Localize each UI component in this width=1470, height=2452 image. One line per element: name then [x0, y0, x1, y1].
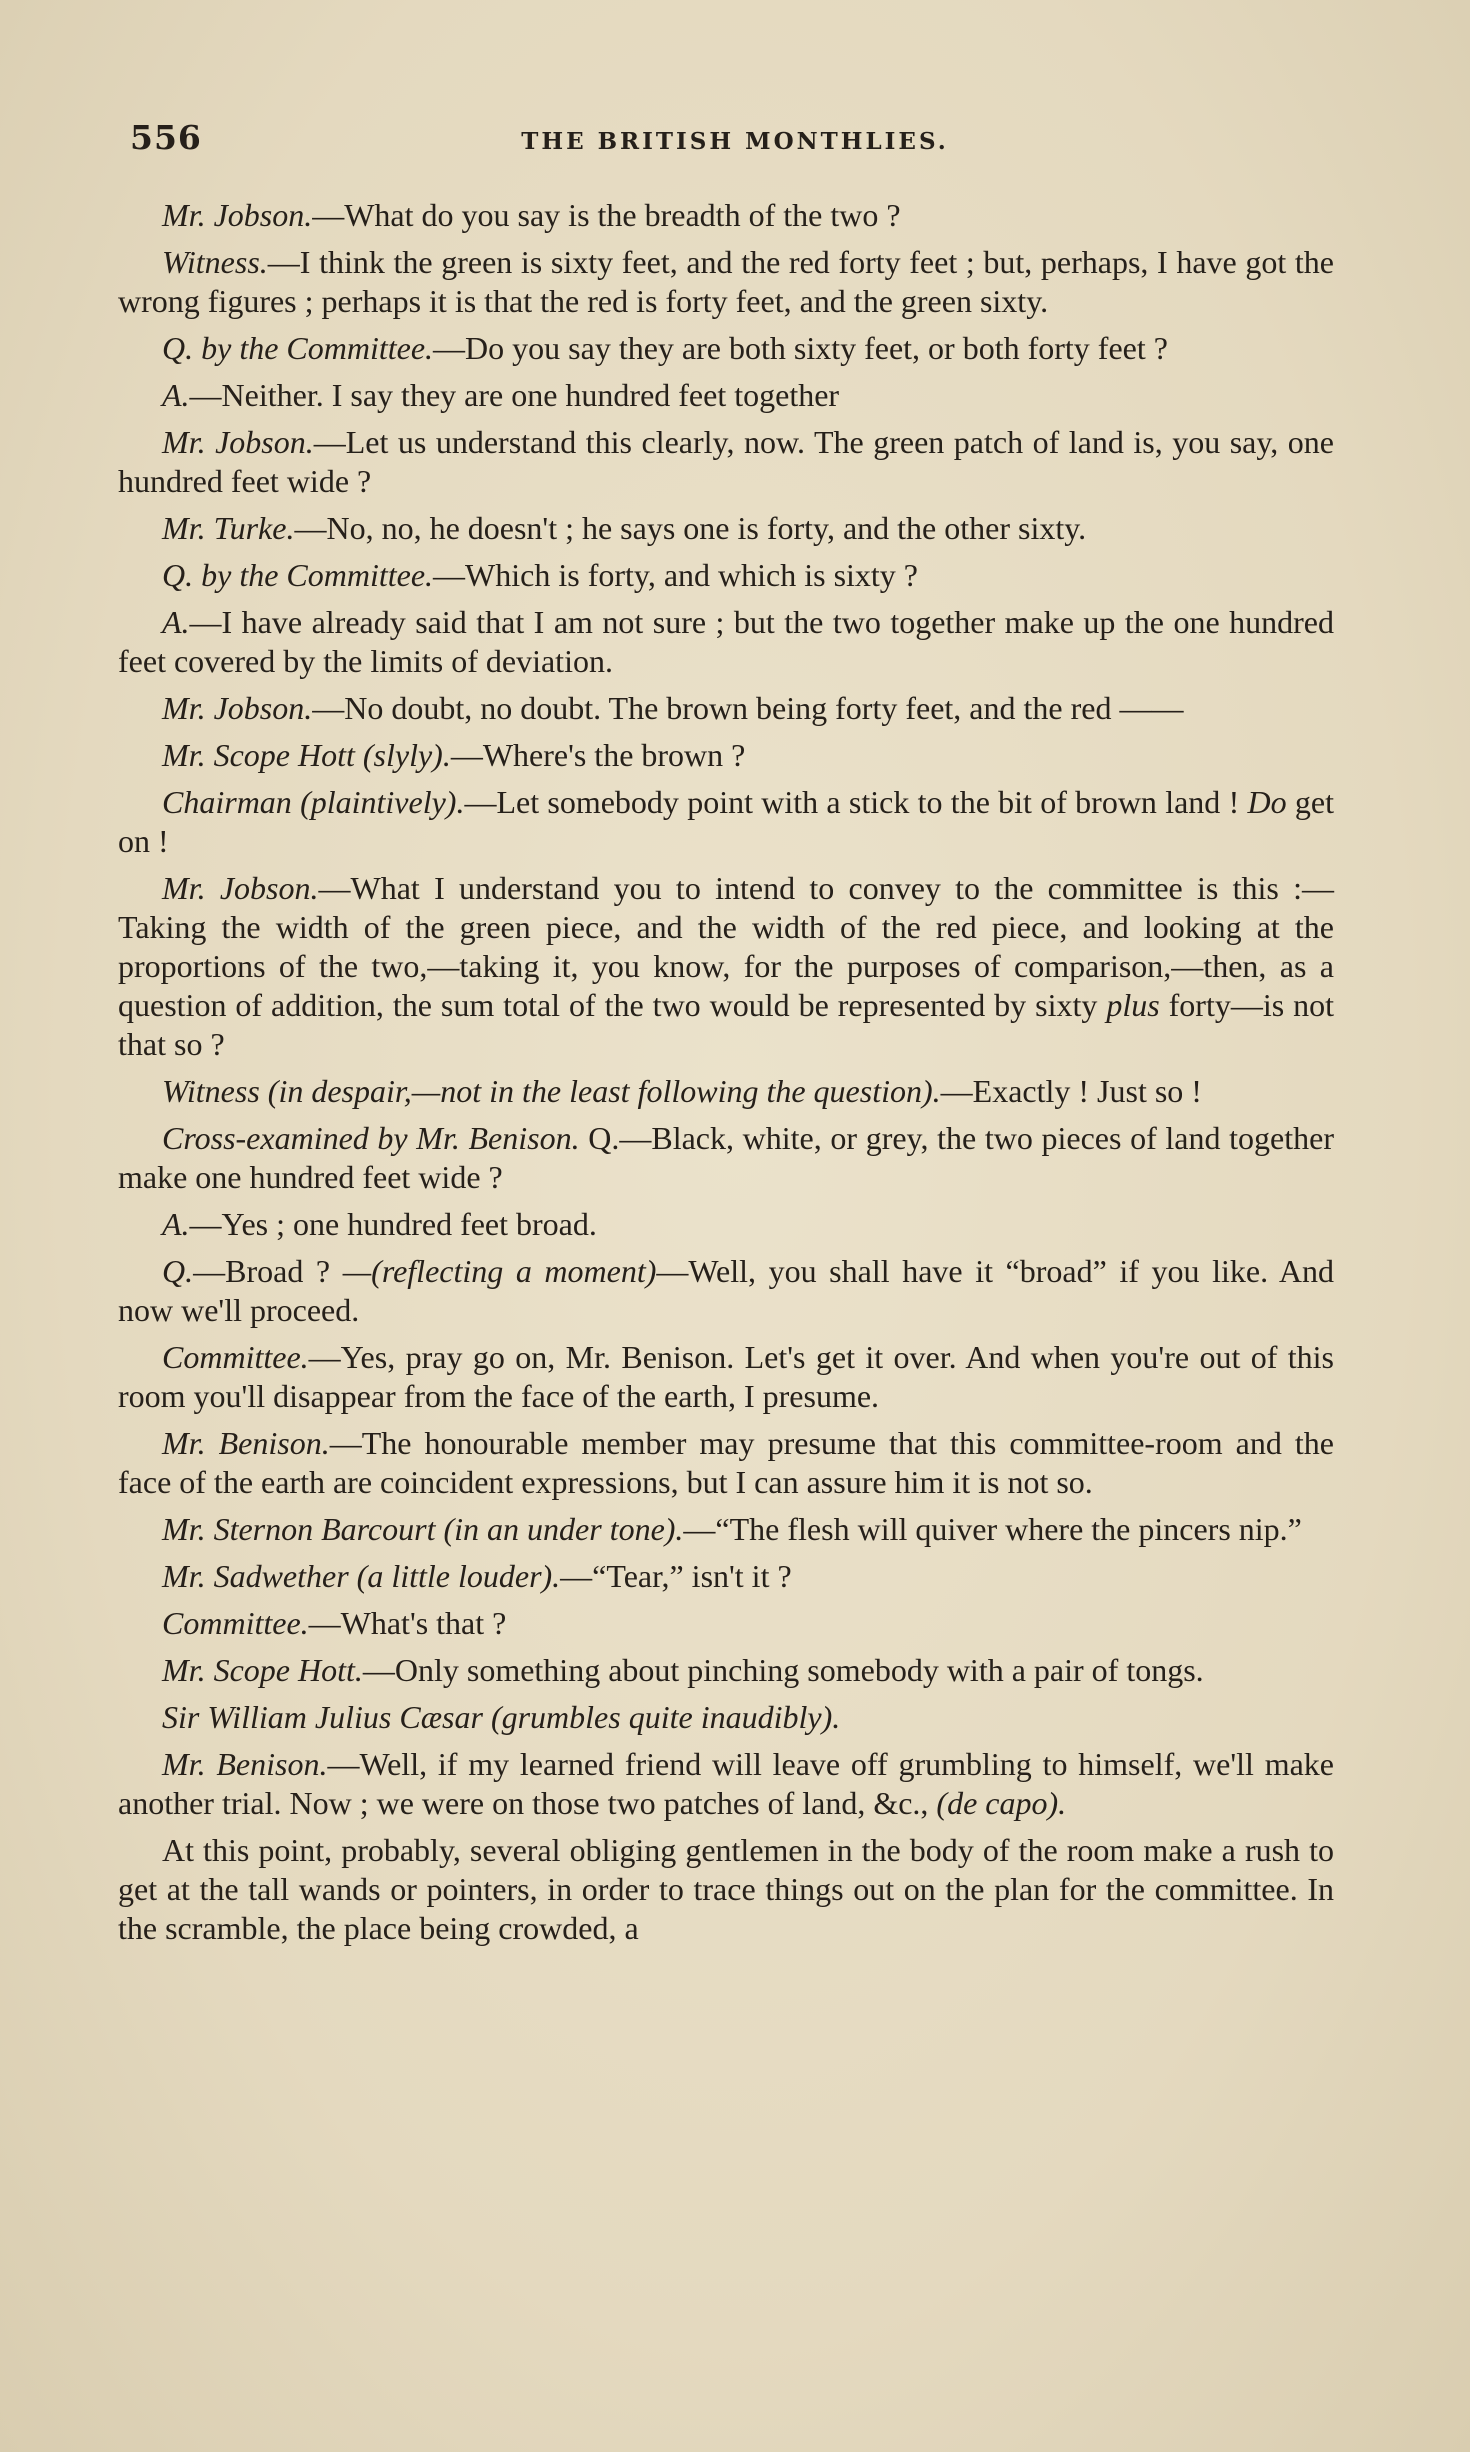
paragraph-text: —What I understand you to intend to convey to the committee is this :—Taking the width of the green piece, and the width of the red piece, and looking at the proportions of the two,—taking it, you know, for the purposes of comparison,—then, as a question of addition, the sum total of the two would be represented by sixty	[118, 870, 1335, 1023]
paragraph-text: —“The flesh will quiver where the pincers nip.”	[683, 1511, 1302, 1547]
paragraph-text: —Broad ?	[193, 1253, 331, 1289]
paragraph	[118, 1510, 1334, 1549]
italic-phrase: (de capo).	[936, 1785, 1067, 1821]
speaker-label: Mr. Benison.	[162, 1746, 328, 1782]
body-text	[118, 196, 1334, 1956]
paragraph	[118, 603, 1334, 681]
paragraph	[118, 329, 1334, 368]
speaker-label: Cross-examined by Mr. Benison.	[162, 1120, 580, 1156]
paragraph-text: —Do you say they are both sixty feet, or both forty feet ?	[433, 330, 1168, 366]
paragraph	[118, 1338, 1334, 1416]
paragraph-text: —What do you say is the breadth of the two ?	[312, 197, 901, 233]
speaker-label: Committee.	[162, 1339, 309, 1375]
paragraph	[118, 1557, 1334, 1596]
paragraph	[118, 1604, 1334, 1643]
paragraph	[118, 196, 1334, 235]
running-title: THE BRITISH MONTHLIES.	[521, 128, 949, 155]
paragraph	[118, 1119, 1334, 1197]
paragraph-text: —What's that ?	[308, 1605, 507, 1641]
paragraph	[118, 556, 1334, 595]
speaker-label: Sir William Julius Cæsar (grumbles quite inaudibly).	[162, 1699, 841, 1735]
speaker-label: Mr. Scope Hott (slyly).	[162, 737, 451, 773]
paragraph-text: —Which is forty, and which is sixty ?	[433, 557, 918, 593]
paragraph-text: —Yes, pray go on, Mr. Benison. Let's get it over. And when you're out of this room you'll disappear from the face of the earth, I presume.	[118, 1339, 1334, 1414]
paragraph-text: Q.—Black, white, or grey, the two pieces of land together make one hundred feet wide ?	[118, 1120, 1335, 1195]
speaker-label: Mr. Jobson.	[162, 424, 314, 460]
speaker-label: Witness (in despair,—not in the least following the question).	[162, 1073, 941, 1109]
paragraph-text: At this point, probably, several obliging gentlemen in the body of the room make a rush to get at the tall wands or pointers, in order to trace things out on the plan for the committee. In the scramble, the place being crowded, a	[118, 1832, 1334, 1946]
paragraph-text: —I have already said that I am not sure ; but the two together make up the one hundred feet covered by the limits of deviation.	[118, 604, 1334, 679]
speaker-label: Mr. Scope Hott.	[162, 1652, 363, 1688]
paragraph	[118, 1205, 1334, 1244]
paragraph-text: —Exactly ! Just so !	[940, 1073, 1202, 1109]
speaker-label: A.	[162, 1206, 190, 1242]
speaker-label: Chairman (plaintively).	[162, 784, 465, 820]
paragraph	[118, 1831, 1334, 1948]
page-number: 556	[130, 118, 202, 157]
paragraph	[118, 736, 1334, 775]
speaker-label: Mr. Jobson.	[162, 197, 313, 233]
paragraph-text: —“Tear,” isn't it ?	[560, 1558, 792, 1594]
paragraph-tail: —Well, you shall have it “broad” if you like. And now we'll proceed.	[118, 1253, 1335, 1328]
paragraph-text: —Neither. I say they are one hundred feet together	[189, 377, 840, 413]
paragraph-text: —Let us understand this clearly, now. The green patch of land is, you say, one hundred feet wide ?	[118, 424, 1335, 499]
speaker-label: Witness.	[162, 244, 268, 280]
paragraph	[118, 1424, 1334, 1502]
speaker-label: Q. by the Committee.	[162, 330, 434, 366]
paragraph-tail: get on !	[118, 784, 1335, 859]
speaker-label: Committee.	[162, 1605, 309, 1641]
paragraph-text: —Well, if my learned friend will leave off grumbling to himself, we'll make another trial. Now ; we were on those two patches of land, &c.,	[118, 1746, 1335, 1821]
paragraph-text: —Yes ; one hundred feet broad.	[189, 1206, 597, 1242]
paragraph	[118, 1745, 1334, 1823]
speaker-label: Mr. Jobson.	[162, 870, 319, 906]
speaker-label: A.	[162, 377, 190, 413]
paragraph-tail: forty—is not that so ?	[118, 987, 1335, 1062]
speaker-label: Mr. Sternon Barcourt (in an under tone).	[162, 1511, 684, 1547]
paragraph-text: —The honourable member may presume that this committee-room and the face of the earth are coincident expressions, but I can assure him it is not so.	[118, 1425, 1335, 1500]
paragraph	[118, 376, 1334, 415]
paragraph	[118, 1072, 1334, 1111]
paragraph-text: —No, no, he doesn't ; he says one is forty, and the other sixty.	[294, 510, 1087, 546]
paragraph	[118, 783, 1334, 861]
italic-phrase: plus	[1106, 987, 1160, 1023]
speaker-label: Mr. Benison.	[162, 1425, 330, 1461]
speaker-label: Q.	[162, 1253, 194, 1289]
page-header	[130, 118, 1340, 168]
paragraph-text: —I think the green is sixty feet, and the red forty feet ; but, perhaps, I have got the wrong figures ; perhaps it is that the red is forty feet, and the green sixty.	[118, 244, 1334, 319]
italic-phrase: Do	[1247, 784, 1287, 820]
paragraph	[118, 869, 1334, 1064]
speaker-label: Mr. Jobson.	[162, 690, 313, 726]
paragraph-text: —Where's the brown ?	[450, 737, 746, 773]
paragraph	[118, 1698, 1334, 1737]
speaker-label: Mr. Turke.	[162, 510, 295, 546]
speaker-label: Mr. Sadwether (a little louder).	[162, 1558, 561, 1594]
speaker-label: A.	[162, 604, 190, 640]
paragraph	[118, 1651, 1334, 1690]
speaker-label: Q. by the Committee.	[162, 557, 434, 593]
paragraph-text: —No doubt, no doubt. The brown being forty feet, and the red ——	[312, 690, 1184, 726]
paragraph-text: —Only something about pinching somebody with a pair of tongs.	[362, 1652, 1204, 1688]
paragraph-text: —Let somebody point with a stick to the bit of brown land !	[464, 784, 1240, 820]
italic-phrase: —(reflecting a moment)	[342, 1253, 657, 1289]
paragraph	[118, 509, 1334, 548]
paragraph	[118, 423, 1334, 501]
paragraph	[118, 243, 1334, 321]
paragraph	[118, 689, 1334, 728]
paragraph	[118, 1252, 1334, 1330]
